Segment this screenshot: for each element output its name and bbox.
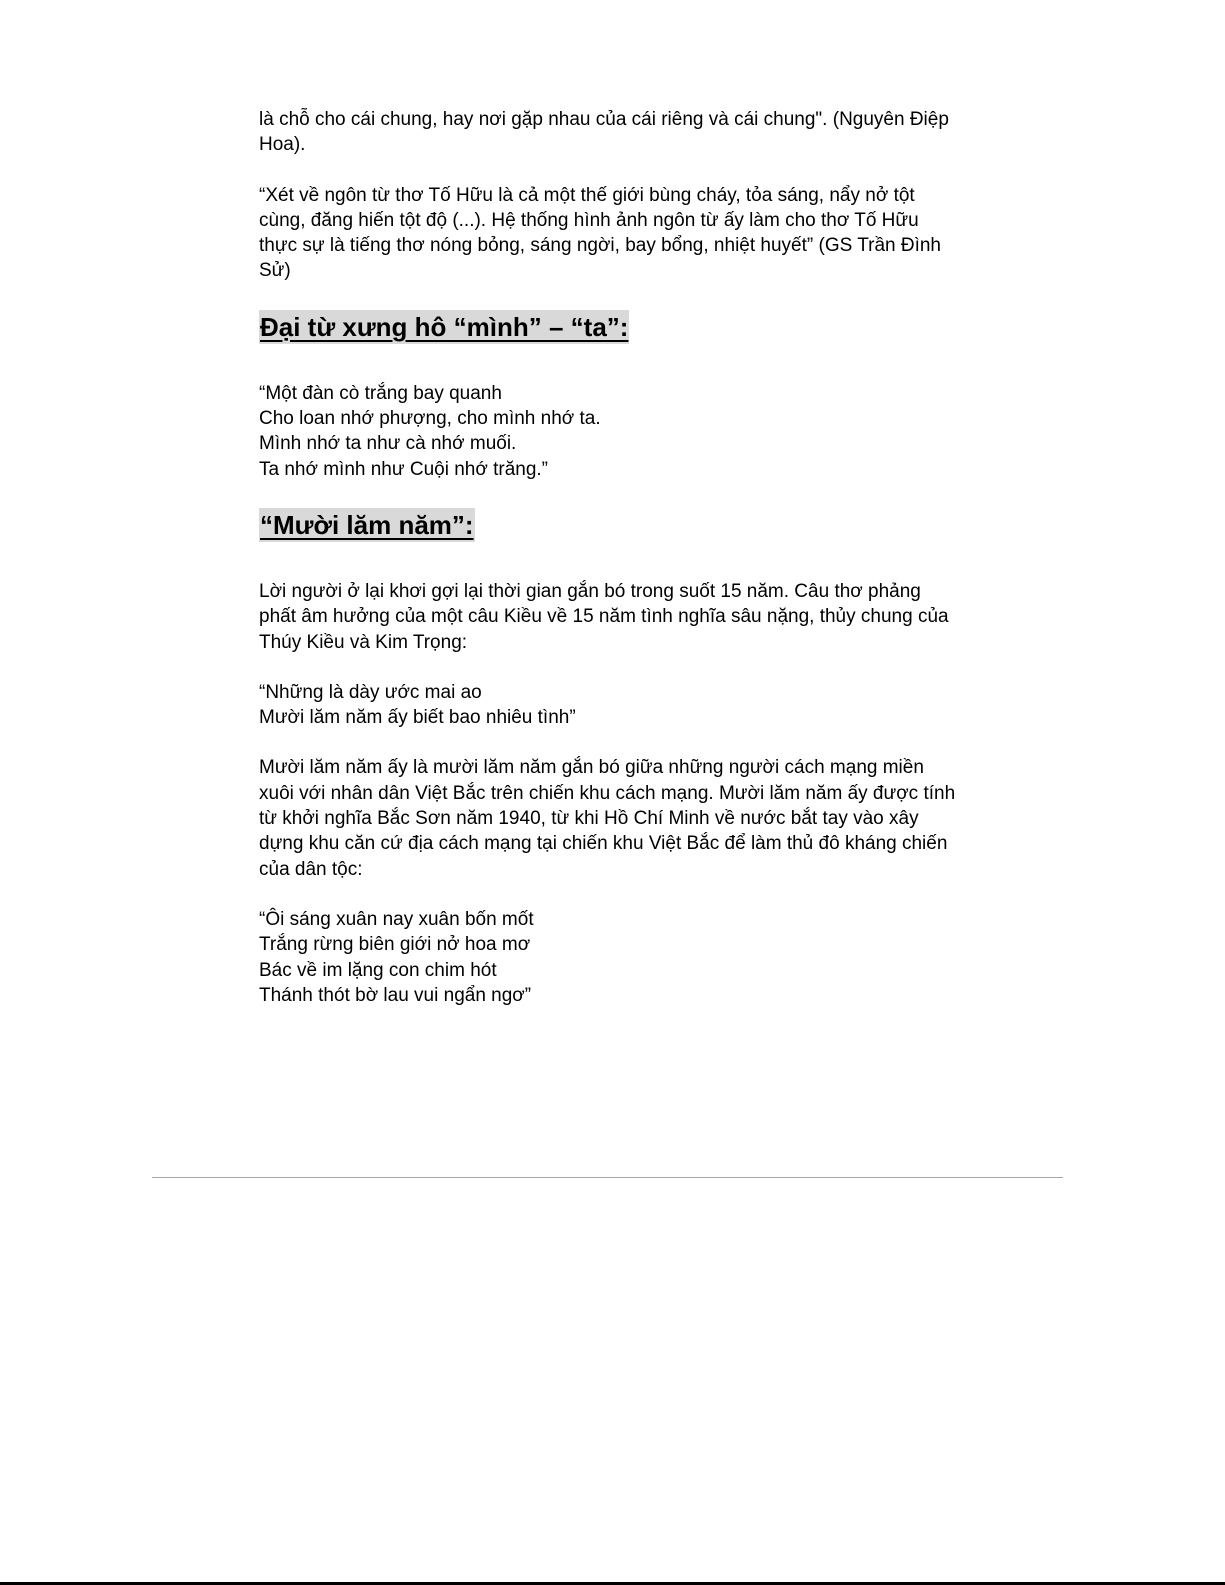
page-footer-divider — [152, 1177, 1063, 1178]
paragraph-fifteen-years-detail: Mười lăm năm ấy là mười lăm năm gắn bó giữa những người cách mạng miền xuôi với nhân dân Việt Bắc trên chiến khu cách mạng. Mười lăm năm ấy được tính từ khởi nghĩa Bắc Sơn năm 1940, từ khi Hồ Chí Minh về nước bắt tay vào xây dựng khu căn cứ địa cách mạng tại chiến khu Việt Bắc để làm thủ đô kháng chiến của dân tộc: — [259, 757, 956, 880]
poem-line: Ta nhớ mình như Cuội nhớ trăng.” — [259, 458, 549, 480]
section-heading-fifteen-years: “Mười lăm năm”: — [260, 509, 474, 540]
section-heading-pronouns: Đại từ xưng hô “mình” – “ta”: — [260, 311, 629, 342]
poem-line: Trắng rừng biên giới nở hoa mơ — [259, 934, 531, 956]
poem-line: Mười lăm năm ấy biết bao nhiêu tình” — [259, 707, 576, 729]
poem-excerpt-1 — [259, 381, 959, 482]
poem-line: “Những là dày ước mai ao — [259, 681, 482, 703]
poem-excerpt-3 — [259, 907, 959, 1008]
section-heading-pronouns-wrap — [259, 310, 959, 344]
poem-excerpt-2 — [259, 680, 959, 731]
poem-line: Thánh thót bờ lau vui ngẩn ngơ” — [259, 984, 532, 1006]
section-heading-fifteen-years-wrap — [259, 508, 959, 542]
document-body — [259, 107, 959, 1008]
poem-line: Mình nhớ ta như cà nhớ muối. — [259, 433, 517, 455]
poem-line: Cho loan nhớ phượng, cho mình nhớ ta. — [259, 408, 601, 430]
poem-line: “Một đàn cò trắng bay quanh — [259, 382, 502, 404]
paragraph-fifteen-years-intro: Lời người ở lại khơi gợi lại thời gian gắn bó trong suốt 15 năm. Câu thơ phảng phất âm hưởng của một câu Kiều về 15 năm tình nghĩa sâu nặng, thủy chung của Thúy Kiều và Kim Trọng: — [259, 580, 949, 653]
poem-line: Bác về im lặng con chim hót — [259, 959, 497, 981]
paragraph-quote-tran-dinh-su: “Xét về ngôn từ thơ Tố Hữu là cả một thế giới bùng cháy, tỏa sáng, nẩy nở tột cùng, đăng hiến tột độ (...). Hệ thống hình ảnh ngôn từ ấy làm cho thơ Tố Hữu thực sự là tiếng thơ nóng bỏng, sáng ngời, bay bổng, nhiệt huyết” (GS Trần Đình Sử) — [259, 184, 941, 282]
poem-line: “Ôi sáng xuân nay xuân bốn mốt — [259, 908, 534, 930]
paragraph-quote-nguyen-diep-hoa: là chỗ cho cái chung, hay nơi gặp nhau của cái riêng và cái chung". (Nguyên Điệp Hoa). — [259, 109, 949, 156]
